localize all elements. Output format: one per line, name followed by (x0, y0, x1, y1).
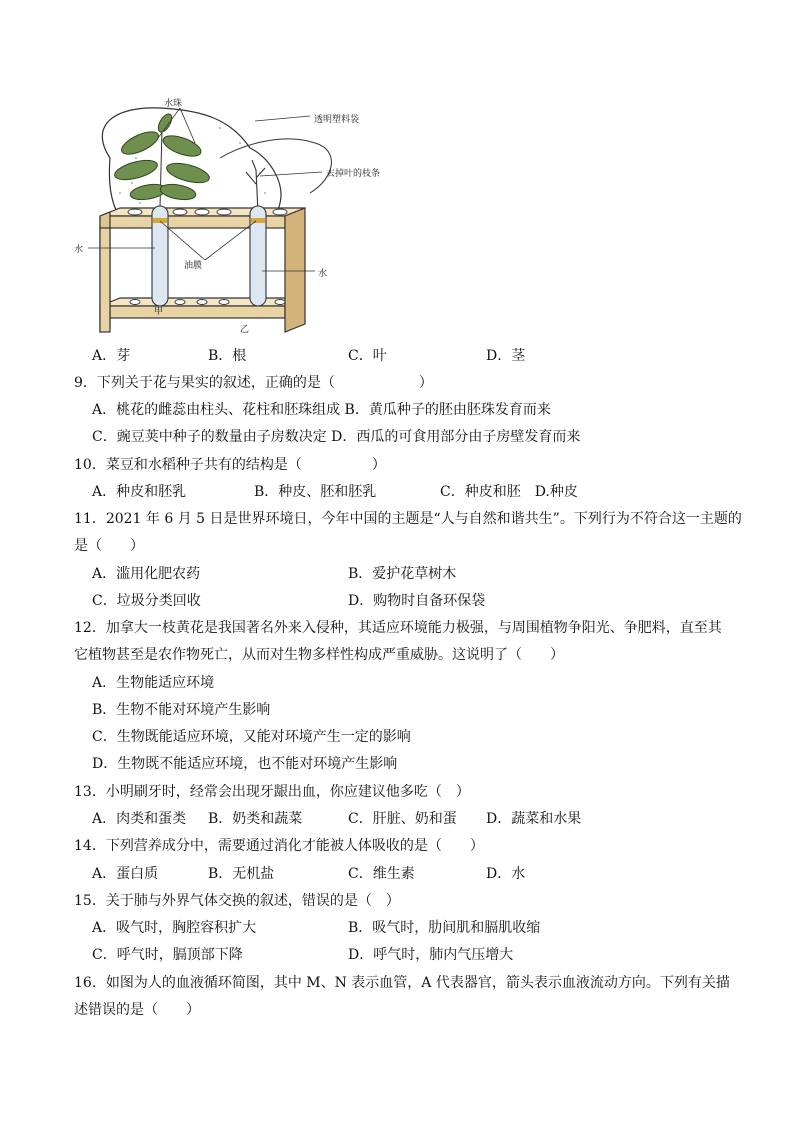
q9-options-ab (0, 400, 793, 420)
q16-stem-2 (0, 1000, 793, 1020)
q14-option-c: C．维生素 (348, 866, 415, 882)
q12-option-b-text: B．生物不能对环境产生影响 (92, 702, 271, 718)
q14-options (0, 864, 793, 884)
q8-option-b: B．根 (208, 348, 247, 364)
q15-option-b: B．吸气时，肋间肌和膈肌收缩 (348, 920, 541, 936)
oil-film-label: 油膜 (184, 261, 203, 271)
leafless-branch-label: 去掉叶的枝条 (326, 169, 381, 179)
test-tube-rack-illustration (70, 88, 410, 338)
q13-option-d: D．蔬菜和水果 (486, 811, 582, 827)
q9-stem (0, 373, 793, 393)
q13-stem (0, 782, 793, 802)
water-left-label: 水 (74, 245, 84, 255)
q10-option-b: B．种皮、胚和胚乳 (254, 484, 377, 500)
q10-stem-text: 10．菜豆和水稻种子共有的结构是（ ） (74, 457, 386, 473)
water-drops-label: 水珠 (164, 99, 183, 109)
tube-jia-label: 甲 (154, 307, 164, 317)
q8-option-c: C．叶 (348, 348, 387, 364)
q12-option-d-text: D．生物既不能适应环境，也不能对环境产生影响 (92, 756, 398, 772)
q9-options-cd (0, 427, 793, 447)
q8-option-d: D．茎 (486, 348, 526, 364)
q11-option-a: A．滥用化肥农药 (92, 566, 201, 582)
q8-option-a: A．芽 (92, 348, 131, 364)
q10-option-a: A．种皮和胚乳 (92, 484, 187, 500)
q14-option-d: D．水 (486, 866, 526, 882)
q12-option-b (0, 700, 793, 720)
q9-stem-text: 9．下列关于花与果实的叙述，正确的是（ ） (74, 375, 433, 391)
q8-options (0, 346, 793, 366)
q13-stem-text: 13．小明刷牙时，经常会出现牙龈出血，你应建议他多吃（ ） (74, 784, 470, 800)
q11-stem-text-2: 是（ ） (74, 538, 144, 554)
q16-stem-text-1: 16．如图为人的血液循环简图，其中 M、N 表示血管，A 代表器官，箭头表示血液流动方向。下列有关描 (74, 975, 730, 991)
q11-option-c: C．垃圾分类回收 (92, 593, 201, 609)
q12-stem-2 (0, 645, 793, 665)
q16-stem-text-2: 述错误的是（ ） (74, 1002, 200, 1018)
q12-option-c (0, 727, 793, 747)
q14-option-a: A．蛋白质 (92, 866, 159, 882)
tube-yi-label: 乙 (240, 325, 250, 335)
q12-option-a-text: A．生物能适应环境 (92, 675, 215, 691)
q11-stem-1 (0, 509, 793, 529)
q9-option-cd-text: C．豌豆荚中种子的数量由子房数决定 D．西瓜的可食用部分由子房壁发育而来 (92, 429, 581, 445)
q12-stem-1 (0, 618, 793, 638)
q12-option-a (0, 673, 793, 693)
q12-option-c-text: C．生物既能适应环境，又能对环境产生一定的影响 (92, 729, 411, 745)
water-right-label: 水 (318, 269, 328, 279)
q12-stem-text-2: 它植物甚至是农作物死亡，从而对生物多样性构成严重威胁。这说明了（ ） (74, 647, 564, 663)
q11-options-ab (0, 564, 793, 584)
q10-option-cd: C．种皮和胚 D.种皮 (440, 484, 578, 500)
q15-option-c: C．呼气时，膈顶部下降 (92, 947, 243, 963)
q15-options-cd (0, 945, 793, 965)
q15-stem-text: 15．关于肺与外界气体交换的叙述，错误的是（ ） (74, 893, 400, 909)
q11-stem-2 (0, 536, 793, 556)
q15-options-ab (0, 918, 793, 938)
q13-option-c: C．肝脏、奶和蛋 (348, 811, 457, 827)
q15-stem (0, 891, 793, 911)
q9-option-ab-text: A．桃花的雌蕊由柱头、花柱和胚珠组成 B．黄瓜种子的胚由胚珠发育而来 (92, 402, 551, 418)
q13-option-b: B．奶类和蔬菜 (208, 811, 303, 827)
q13-option-a: A．肉类和蛋类 (92, 811, 187, 827)
q14-option-b: B．无机盐 (208, 866, 275, 882)
q15-option-a: A．吸气时，胸腔容积扩大 (92, 920, 257, 936)
transpiration-experiment-figure (70, 88, 410, 338)
q12-stem-text-1: 12．加拿大一枝黄花是我国著名外来入侵种，其适应环境能力极强，与周围植物争阳光、争肥料，直至其 (74, 620, 722, 636)
q16-stem-1 (0, 973, 793, 993)
q14-stem-text: 14．下列营养成分中，需要通过消化才能被人体吸收的是（ ） (74, 838, 484, 854)
q12-option-d (0, 754, 793, 774)
q13-options (0, 809, 793, 829)
plastic-bag-label: 透明塑料袋 (314, 115, 360, 125)
q11-option-b: B．爱护花草树木 (348, 566, 457, 582)
q11-option-d: D．购物时自备环保袋 (348, 593, 486, 609)
q10-options (0, 482, 793, 502)
q10-stem (0, 455, 793, 475)
q11-stem-text-1: 11．2021 年 6 月 5 日是世界环境日，今年中国的主题是“人与自然和谐共生”。下列行为不符合这一主题的 (74, 511, 742, 527)
q14-stem (0, 836, 793, 856)
q15-option-d: D．呼气时，肺内气压增大 (348, 947, 514, 963)
q11-options-cd (0, 591, 793, 611)
